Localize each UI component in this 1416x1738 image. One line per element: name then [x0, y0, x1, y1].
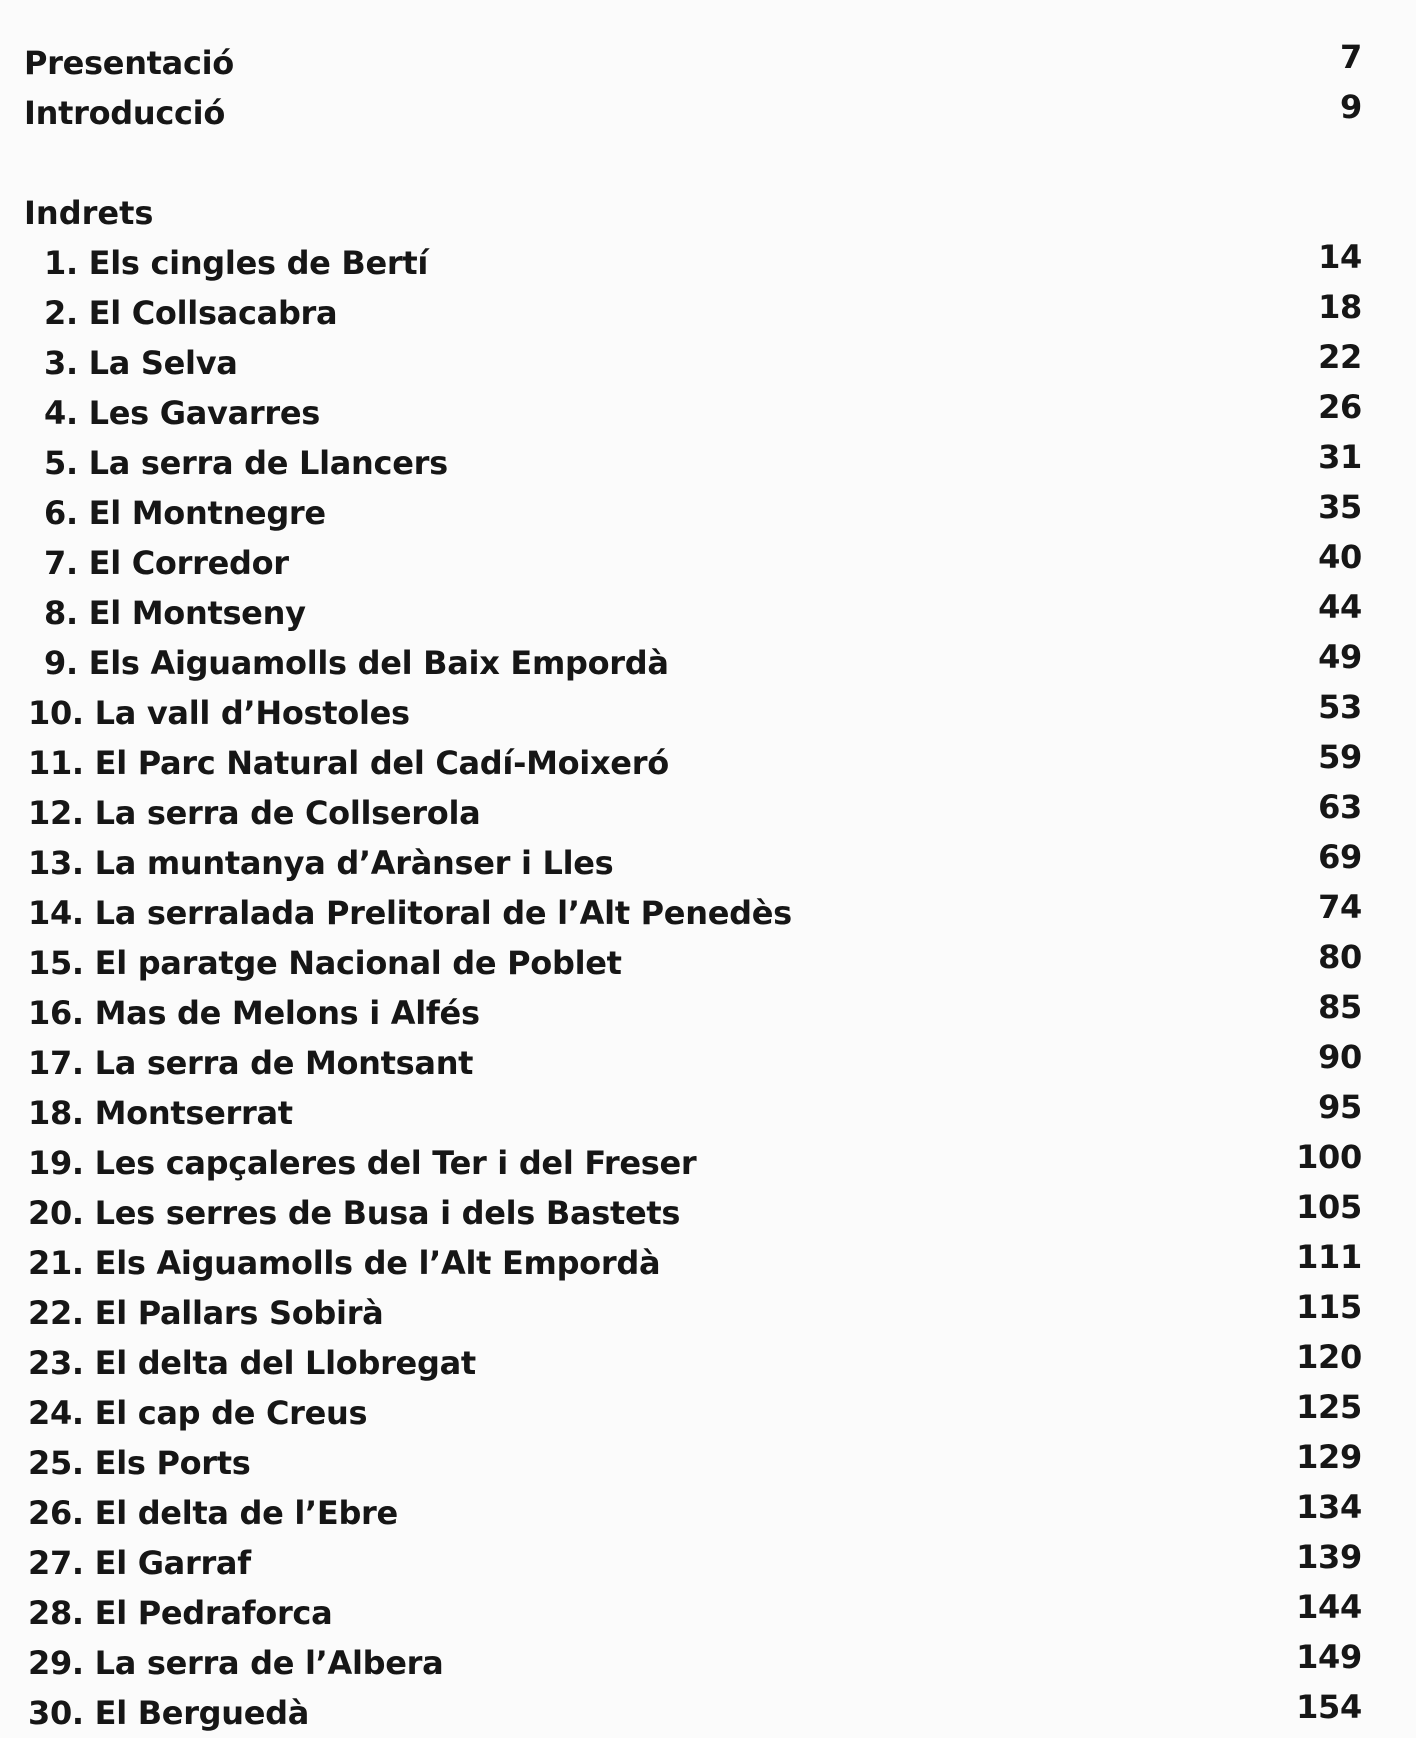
toc-entry-page: 125 [1296, 1388, 1362, 1426]
toc-entry-page: 14 [1318, 238, 1362, 276]
toc-entry[interactable] [24, 438, 1362, 488]
toc-entry-page: 85 [1318, 988, 1362, 1026]
toc-entry-title: 29. La serra de l’Albera [28, 1644, 444, 1682]
toc-entry-presentacio[interactable] [24, 38, 1362, 88]
toc-entry[interactable] [24, 1388, 1362, 1438]
toc-entry-title: 26. El delta de l’Ebre [28, 1494, 398, 1532]
toc-entry[interactable] [24, 638, 1362, 688]
toc-entry[interactable] [24, 1038, 1362, 1088]
toc-entry[interactable] [24, 288, 1362, 338]
toc-entry-page: 149 [1296, 1638, 1362, 1676]
toc-entry[interactable] [24, 588, 1362, 638]
toc-entry[interactable] [24, 1438, 1362, 1488]
toc-entry-title: 9. Els Aiguamolls del Baix Empordà [44, 644, 669, 682]
toc-entry-title: 5. La serra de Llancers [44, 444, 448, 482]
toc-entry-title: 2. El Collsacabra [44, 294, 338, 332]
toc-entry-list [24, 238, 1362, 1738]
toc-entry-title: 18. Montserrat [28, 1094, 293, 1132]
toc-entry-title: 3. La Selva [44, 344, 238, 382]
toc-entry-page: 95 [1318, 1088, 1362, 1126]
toc-entry[interactable] [24, 1088, 1362, 1138]
toc-entry-title: 24. El cap de Creus [28, 1394, 368, 1432]
toc-entry-title: Presentació [24, 44, 234, 82]
toc-entry-page: 115 [1296, 1288, 1362, 1326]
toc-entry-title: 7. El Corredor [44, 544, 289, 582]
toc-entry[interactable] [24, 1488, 1362, 1538]
toc-entry-page: 63 [1318, 788, 1362, 826]
toc-entry-page: 100 [1296, 1138, 1362, 1176]
toc-entry-page: 49 [1318, 638, 1362, 676]
section-heading [24, 188, 1362, 238]
toc-entry-page: 18 [1318, 288, 1362, 326]
toc-entry-page: 154 [1296, 1688, 1362, 1726]
toc-entry-page: 144 [1296, 1588, 1362, 1626]
toc-entry[interactable] [24, 388, 1362, 438]
toc-entry-title: Introducció [24, 94, 226, 132]
toc-entry[interactable] [24, 938, 1362, 988]
toc-entry-page: 69 [1318, 838, 1362, 876]
toc-entry-page: 9 [1340, 88, 1362, 126]
toc-entry-page: 53 [1318, 688, 1362, 726]
toc-entry[interactable] [24, 488, 1362, 538]
toc-entry[interactable] [24, 1338, 1362, 1388]
toc-entry-title: 1. Els cingles de Bertí [44, 244, 429, 282]
toc-entry-title: 10. La vall d’Hostoles [28, 694, 410, 732]
toc-entry-title: 19. Les capçaleres del Ter i del Freser [28, 1144, 697, 1182]
toc-entry-title: 13. La muntanya d’Arànser i Lles [28, 844, 614, 882]
toc-entry-title: 21. Els Aiguamolls de l’Alt Empordà [28, 1244, 661, 1282]
toc-entry[interactable] [24, 888, 1362, 938]
toc-entry-title: 15. El paratge Nacional de Poblet [28, 944, 622, 982]
toc-entry-title: 4. Les Gavarres [44, 394, 320, 432]
toc-entry-page: 120 [1296, 1338, 1362, 1376]
toc-entry-page: 31 [1318, 438, 1362, 476]
toc-entry-title: 12. La serra de Collserola [28, 794, 481, 832]
toc-entry[interactable] [24, 1138, 1362, 1188]
table-of-contents [24, 38, 1362, 1738]
toc-entry-page: 74 [1318, 888, 1362, 926]
toc-entry-title: 8. El Montseny [44, 594, 306, 632]
toc-entry-page: 139 [1296, 1538, 1362, 1576]
toc-entry-title: 16. Mas de Melons i Alfés [28, 994, 480, 1032]
toc-entry-page: 7 [1340, 38, 1362, 76]
toc-entry-title: 28. El Pedraforca [28, 1594, 333, 1632]
toc-entry[interactable] [24, 1588, 1362, 1638]
toc-entry-page: 105 [1296, 1188, 1362, 1226]
toc-entry-page: 111 [1296, 1238, 1362, 1276]
toc-entry-page: 134 [1296, 1488, 1362, 1526]
toc-entry-page: 59 [1318, 738, 1362, 776]
toc-entry-page: 26 [1318, 388, 1362, 426]
toc-entry-title: 22. El Pallars Sobirà [28, 1294, 384, 1332]
toc-entry[interactable] [24, 238, 1362, 288]
toc-entry[interactable] [24, 1188, 1362, 1238]
toc-entry-title: 30. El Berguedà [28, 1694, 310, 1732]
toc-entry-title: 6. El Montnegre [44, 494, 326, 532]
toc-entry[interactable] [24, 1238, 1362, 1288]
toc-entry-title: 23. El delta del Llobregat [28, 1344, 476, 1382]
toc-entry[interactable] [24, 688, 1362, 738]
section-heading-text: Indrets [24, 194, 154, 232]
toc-entry-title: 17. La serra de Montsant [28, 1044, 474, 1082]
toc-entry-page: 80 [1318, 938, 1362, 976]
toc-entry[interactable] [24, 538, 1362, 588]
toc-entry-title: 11. El Parc Natural del Cadí-Moixeró [28, 744, 669, 782]
toc-entry-page: 40 [1318, 538, 1362, 576]
toc-entry[interactable] [24, 338, 1362, 388]
toc-entry[interactable] [24, 1288, 1362, 1338]
toc-entry-title: 27. El Garraf [28, 1544, 251, 1582]
toc-entry-introduccio[interactable] [24, 88, 1362, 138]
toc-entry-page: 22 [1318, 338, 1362, 376]
section-gap [24, 138, 1362, 188]
toc-entry-title: 20. Les serres de Busa i dels Bastets [28, 1194, 681, 1232]
toc-entry[interactable] [24, 788, 1362, 838]
toc-entry-page: 44 [1318, 588, 1362, 626]
toc-entry[interactable] [24, 738, 1362, 788]
toc-entry-title: 14. La serralada Prelitoral de l’Alt Penedès [28, 894, 792, 932]
toc-entry-page: 129 [1296, 1438, 1362, 1476]
toc-entry[interactable] [24, 1638, 1362, 1688]
toc-entry[interactable] [24, 1688, 1362, 1738]
toc-entry-title: 25. Els Ports [28, 1444, 251, 1482]
toc-entry[interactable] [24, 988, 1362, 1038]
toc-entry[interactable] [24, 1538, 1362, 1588]
toc-entry-page: 35 [1318, 488, 1362, 526]
toc-entry[interactable] [24, 838, 1362, 888]
toc-entry-page: 90 [1318, 1038, 1362, 1076]
